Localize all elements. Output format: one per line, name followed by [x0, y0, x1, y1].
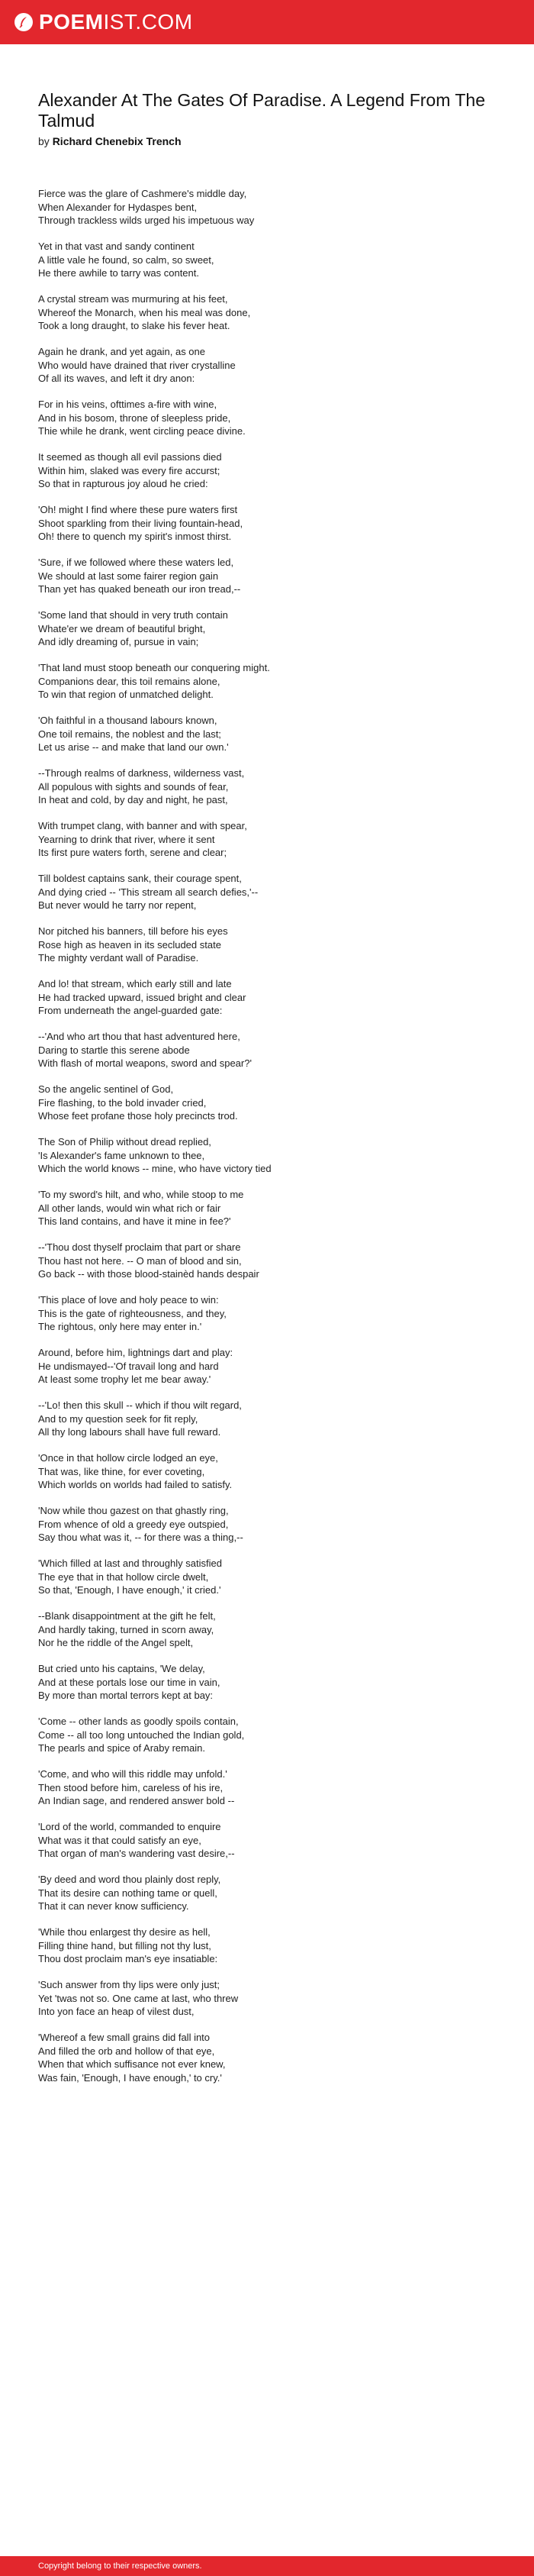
poem-line: Then stood before him, careless of his ire, [38, 1781, 224, 1793]
poem-line: Yet 'twas not so. One came at last, who threw [38, 1992, 239, 2004]
poem-line: For in his veins, ofttimes a-fire with wine, [38, 399, 217, 410]
poem-line: An Indian sage, and rendered answer bold -- [38, 1795, 235, 1806]
stanza [38, 503, 503, 544]
poem-line: 'Come -- other lands as goodly spoils contain, [38, 1716, 239, 1727]
poem-line: Fierce was the glare of Cashmere's middle day, [38, 188, 247, 199]
stanza [38, 556, 503, 596]
stanza [38, 1609, 503, 1650]
poem-line: 'Come, and who will this riddle may unfold.' [38, 1768, 227, 1780]
poem-line: That it can never know sufficiency. [38, 1900, 189, 1912]
stanza [38, 1293, 503, 1334]
poem-line: In heat and cold, by day and night, he past, [38, 794, 228, 805]
stanza [38, 1557, 503, 1597]
poem-line: And lo! that stream, which early still and late [38, 978, 232, 989]
footer-bar [0, 2556, 534, 2576]
poem-line: Come -- all too long untouched the Indian gold, [38, 1729, 245, 1741]
stanza [38, 1715, 503, 1755]
poem-line: 'To my sword's hilt, and who, while stoop to me [38, 1189, 244, 1200]
stanza [38, 1662, 503, 1703]
stanza [38, 925, 503, 965]
poem-line: Which the world knows -- mine, who have victory tied [38, 1163, 272, 1174]
poem-line: Yearning to drink that river, where it sent [38, 833, 215, 845]
poem-line: This is the gate of righteousness, and they, [38, 1307, 227, 1319]
poem-line: So the angelic sentinel of God, [38, 1083, 174, 1095]
poem-line: And to my question seek for fit reply, [38, 1412, 198, 1425]
copyright-text: Copyright belong to their respective owners. [38, 2561, 202, 2571]
poem-line: So that, 'Enough, I have enough,' it cried.' [38, 1584, 221, 1596]
stanza [38, 292, 503, 333]
poem-line: A little vale he found, so calm, so sweet, [38, 253, 214, 266]
poem-line: 'Lord of the world, commanded to enquire [38, 1821, 221, 1832]
poem-line: Which worlds on worlds had failed to satisfy. [38, 1479, 233, 1490]
poem-line: Into yon face an heap of vilest dust, [38, 2006, 195, 2017]
stanza [38, 1399, 503, 1439]
poem-line: Was fain, 'Enough, I have enough,' to cry.' [38, 2071, 222, 2084]
poem-line: Than yet has quaked beneath our iron tread,-- [38, 583, 241, 595]
poem-line: 'Oh! might I find where these pure waters first [38, 504, 238, 515]
poem-line: Oh! there to quench my spirit's inmost thirst. [38, 531, 232, 542]
poem-line: And dying cried -- 'This stream all search defies,'-- [38, 886, 259, 898]
poem-line: The mighty verdant wall of Paradise. [38, 952, 199, 964]
stanza [38, 1820, 503, 1861]
poem-line: Its first pure waters forth, serene and clear; [38, 847, 227, 858]
poem-line: Daring to startle this serene abode [38, 1044, 190, 1056]
poem-line: --'Lo! then this skull -- which if thou wilt regard, [38, 1399, 242, 1411]
poem-line: That organ of man's wandering vast desire,-- [38, 1848, 235, 1859]
poem-line: Thou hast not here. -- O man of blood and sin, [38, 1254, 242, 1267]
stanza [38, 1030, 503, 1070]
poem-line: Say thou what was it, -- for there was a thing,-- [38, 1532, 243, 1543]
stanza [38, 977, 503, 1018]
poem-line: 'Sure, if we followed where these waters led, [38, 557, 234, 568]
stanza [38, 1346, 503, 1386]
poem-line: Took a long draught, to slake his fever heat. [38, 320, 230, 331]
poem-line: 'Oh faithful in a thousand labours known, [38, 715, 217, 726]
poem-line: Till boldest captains sank, their courage spent, [38, 873, 242, 884]
poem-line: 'Once in that hollow circle lodged an eye, [38, 1452, 218, 1464]
poem-line: By more than mortal terrors kept at bay: [38, 1690, 214, 1701]
poem-line: Rose high as heaven in its secluded state [38, 938, 221, 951]
poem-line: 'Whereof a few small grains did fall into [38, 2032, 211, 2043]
poem-line: Of all its waves, and left it dry anon: [38, 373, 195, 384]
stanza [38, 240, 503, 280]
stanza [38, 2031, 503, 2084]
poem-line: Let us arise -- and make that land our own.' [38, 741, 229, 753]
poem-line: A crystal stream was murmuring at his feet, [38, 293, 228, 305]
poem-line: --'And who art thou that hast adventured here, [38, 1031, 240, 1042]
poem-line: Fire flashing, to the bold invader cried, [38, 1096, 207, 1109]
poem-line: When that which suffisance not ever knew, [38, 2058, 226, 2070]
stanza [38, 608, 503, 649]
stanza [38, 1083, 503, 1123]
poem-line: 'Such answer from thy lips were only just; [38, 1979, 220, 1990]
poem-line: 'That land must stoop beneath our conquering might. [38, 662, 270, 673]
poem-line: 'Some land that should in very truth contain [38, 609, 228, 621]
author-link[interactable]: Richard Chenebix Trench [52, 135, 182, 147]
poem-body [38, 187, 503, 2097]
feather-logo-icon [14, 12, 34, 32]
poem-line: But never would he tarry nor repent, [38, 899, 197, 911]
poem-line: Who would have drained that river crystalline [38, 359, 236, 371]
poem-line: From underneath the angel-guarded gate: [38, 1005, 223, 1016]
poem-line: --'Thou dost thyself proclaim that part or share [38, 1241, 241, 1253]
stanza [38, 819, 503, 860]
poem-line: 'Now while thou gazest on that ghastly ring, [38, 1505, 229, 1516]
stanza [38, 1188, 503, 1228]
by-label: by [38, 135, 50, 147]
poem-line: Nor he the riddle of the Angel spelt, [38, 1637, 194, 1648]
poem-line: Whose feet profane those holy precincts trod. [38, 1110, 238, 1122]
poem-line: What was it that could satisfy an eye, [38, 1834, 201, 1846]
poem-line: But cried unto his captains, 'We delay, [38, 1663, 205, 1674]
poem-line: He had tracked upward, issued bright and clear [38, 991, 246, 1003]
site-logo[interactable] [14, 11, 193, 34]
stanza [38, 1926, 503, 1966]
poem-line: At least some trophy let me bear away.' [38, 1374, 211, 1385]
stanza [38, 661, 503, 702]
poem-line: Again he drank, and yet again, as one [38, 346, 205, 357]
stanza [38, 450, 503, 491]
poem-line: Go back -- with those blood-stainèd hands despair [38, 1268, 259, 1280]
poem-line: 'This place of love and holy peace to win: [38, 1294, 219, 1306]
brand-name: POEMIST.COM [39, 10, 193, 34]
poem-title: Alexander At The Gates Of Paradise. A Legend From The Talmud [38, 90, 485, 131]
stanza [38, 1451, 503, 1492]
poem-line: --Through realms of darkness, wilderness vast, [38, 767, 245, 779]
poem-line: Whereof the Monarch, when his meal was done, [38, 306, 251, 318]
poem-line: Shoot sparkling from their living fountain-head, [38, 517, 243, 529]
poem-line: To win that region of unmatched delight. [38, 689, 214, 700]
poem-line: 'While thou enlargest thy desire as hell, [38, 1926, 211, 1938]
top-bar [0, 0, 534, 44]
stanza [38, 767, 503, 807]
byline [38, 135, 503, 148]
poem-header [38, 90, 503, 148]
stanza [38, 1504, 503, 1545]
poem-line: With trumpet clang, with banner and with spear, [38, 820, 247, 831]
poem-line: The pearls and spice of Araby remain. [38, 1742, 205, 1754]
stanza [38, 398, 503, 438]
poem-line: Nor pitched his banners, till before his eyes [38, 925, 228, 937]
stanza [38, 187, 503, 228]
poem-line: He there awhile to tarry was content. [38, 267, 199, 279]
stanza [38, 1135, 503, 1176]
poem-line: Thie while he drank, went circling peace divine. [38, 425, 246, 437]
poem-line: That its desire can nothing tame or quell, [38, 1887, 217, 1899]
stanza [38, 714, 503, 754]
poem-line: Through trackless wilds urged his impetuous way [38, 215, 255, 226]
poem-line: And filled the orb and hollow of that eye, [38, 2045, 215, 2057]
poem-line: And hardly taking, turned in scorn away, [38, 1623, 214, 1635]
poem-line: All other lands, would win what rich or fair [38, 1202, 221, 1214]
poem-line: The eye that in that hollow circle dwelt, [38, 1570, 209, 1583]
poem-line: This land contains, and have it mine in fee?' [38, 1215, 231, 1227]
poem-line: Around, before him, lightnings dart and play: [38, 1347, 233, 1358]
stanza [38, 872, 503, 912]
poem-line: --Blank disappointment at the gift he felt, [38, 1610, 216, 1622]
poem-line: We should at last some fairer region gain [38, 570, 219, 582]
poem-line: That was, like thine, for ever coveting, [38, 1465, 205, 1477]
poem-line: And at these portals lose our time in vain, [38, 1676, 220, 1688]
poem-line: The Son of Philip without dread replied, [38, 1136, 211, 1148]
poem-line: The rightous, only here may enter in.' [38, 1321, 202, 1332]
poem-line: Whate'er we dream of beautiful bright, [38, 622, 206, 634]
poem-line: Filling thine hand, but filling not thy lust, [38, 1939, 211, 1951]
poem-line: So that in rapturous joy aloud he cried: [38, 478, 208, 489]
poem-line: When Alexander for Hydaspes bent, [38, 201, 198, 213]
stanza [38, 1978, 503, 2019]
poem-line: Thou dost proclaim man's eye insatiable: [38, 1953, 218, 1964]
poem-line: And idly dreaming of, pursue in vain; [38, 636, 199, 647]
poem-line: With flash of mortal weapons, sword and spear?' [38, 1057, 252, 1069]
poem-line: 'By deed and word thou plainly dost reply, [38, 1874, 221, 1885]
poem-line: All thy long labours shall have full reward. [38, 1426, 221, 1438]
stanza [38, 1873, 503, 1913]
poem-line: It seemed as though all evil passions died [38, 451, 222, 463]
poem-line: Yet in that vast and sandy continent [38, 240, 195, 252]
poem-line: 'Is Alexander's fame unknown to thee, [38, 1149, 205, 1161]
poem-line: Companions dear, this toil remains alone, [38, 675, 220, 687]
poem-line: 'Which filled at last and throughly satisfied [38, 1558, 222, 1569]
stanza [38, 1241, 503, 1281]
poem-line: All populous with sights and sounds of fear, [38, 780, 229, 792]
poem-line: One toil remains, the noblest and the last; [38, 728, 221, 740]
stanza [38, 1767, 503, 1808]
poem-line: From whence of old a greedy eye outspied, [38, 1518, 229, 1530]
stanza [38, 345, 503, 386]
poem-line: He undismayed--'Of travail long and hard [38, 1360, 219, 1372]
poem-line: And in his bosom, throne of sleepless pride, [38, 412, 231, 424]
poem-line: Within him, slaked was every fire accurst; [38, 464, 220, 476]
